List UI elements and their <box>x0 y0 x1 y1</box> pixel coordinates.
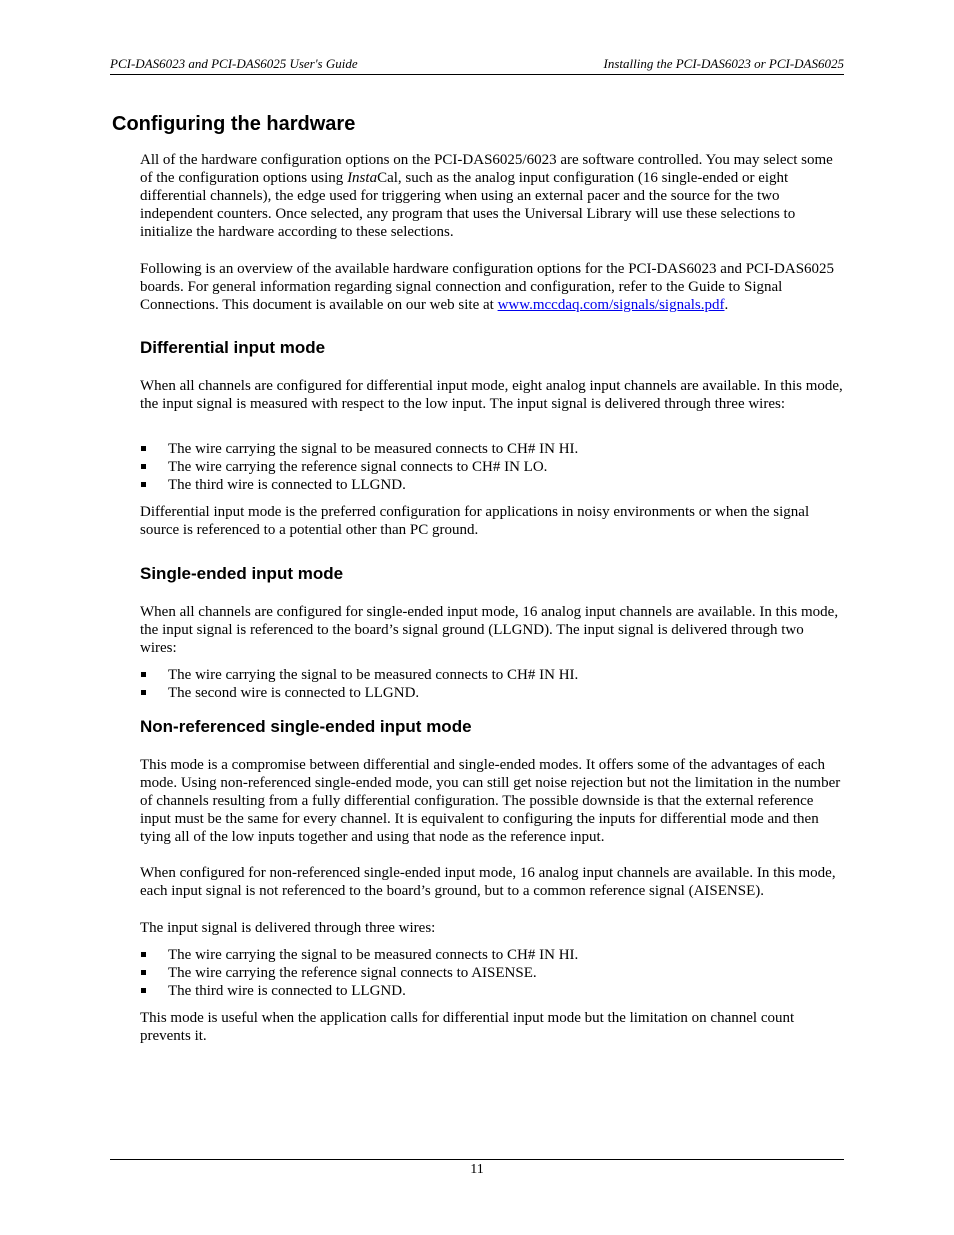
list-item <box>140 440 844 458</box>
list-item <box>140 964 844 982</box>
nrse-bullet-list <box>140 946 844 1000</box>
nrse-paragraph-3: The input signal is delivered through three wires: <box>140 920 436 936</box>
page-number: 11 <box>470 1162 484 1177</box>
intro-p1-text-a: All of the hardware configuration options on the PCI-DAS6025/6023 are software controlled. You may select some of the configuration options using <box>140 152 833 186</box>
list-item <box>140 666 844 684</box>
single-ended-paragraph-1: When all channels are configured for single-ended input mode, 16 analog input channels are available. In this mode, the input signal is referenced to the board’s signal ground (LLGND). The input signal is delivered through two wires: <box>140 604 839 656</box>
list-item <box>140 684 844 702</box>
list-item-text: The wire carrying the signal to be measured connects to CH# IN HI. <box>168 441 579 457</box>
bullet-square-icon <box>141 952 146 957</box>
page-footer <box>110 1159 844 1178</box>
list-item <box>140 476 844 494</box>
bullet-square-icon <box>141 464 146 469</box>
differential-bullet-list <box>140 440 844 494</box>
list-item-text: The third wire is connected to LLGND. <box>168 983 406 999</box>
bullet-square-icon <box>141 970 146 975</box>
list-item-text: The second wire is connected to LLGND. <box>168 685 420 701</box>
list-item <box>140 982 844 1000</box>
bullet-square-icon <box>141 446 146 451</box>
list-item-text: The wire carrying the reference signal connects to CH# IN LO. <box>168 459 548 475</box>
header-chapter-title: Installing the PCI-DAS6023 or PCI-DAS6025 <box>603 56 844 71</box>
bullet-square-icon <box>141 690 146 695</box>
list-item-text: The wire carrying the reference signal connects to AISENSE. <box>168 965 537 981</box>
intro-p2-text-a: Following is an overview of the available hardware configuration options for the PCI-DAS6023 and PCI-DAS6025 boards. For general information regarding signal connection and configuration, refer to the Guide to Signal Connections. This document is available on our web site at <box>140 261 835 313</box>
intro-paragraph-1 <box>140 151 844 241</box>
page-title: Configuring the hardware <box>112 113 356 135</box>
differential-paragraph-2: Differential input mode is the preferred configuration for applications in noisy environments or when the signal source is referenced to a potential other than PC ground. <box>140 504 810 538</box>
single-ended-bullet-list <box>140 666 844 702</box>
list-item-text: The wire carrying the signal to be measured connects to CH# IN HI. <box>168 947 579 963</box>
differential-heading: Differential input mode <box>140 338 326 357</box>
bullet-square-icon <box>141 988 146 993</box>
bullet-square-icon <box>141 672 146 677</box>
list-item-text: The third wire is connected to LLGND. <box>168 477 406 493</box>
nrse-paragraph-4: This mode is useful when the application calls for differential input mode but the limitation on channel count prevents it. <box>140 1010 795 1044</box>
list-item-text: The wire carrying the signal to be measured connects to CH# IN HI. <box>168 667 579 683</box>
intro-p1-text-b: Cal, such as the analog input configuration (16 single-ended or eight differential channels), the edge used for triggering when using an external pacer and the source for the two independent counters. Once selected, any program that uses the Universal Library will use these selections to initialize the hardware according to these selections. <box>140 170 796 240</box>
header-document-title: PCI-DAS6023 and PCI-DAS6025 User's Guide <box>110 56 358 71</box>
nrse-heading: Non-referenced single-ended input mode <box>140 717 472 736</box>
intro-paragraph-2 <box>140 260 844 314</box>
list-item <box>140 458 844 476</box>
single-ended-heading: Single-ended input mode <box>140 564 344 583</box>
signals-pdf-link[interactable]: www.mccdaq.com/signals/signals.pdf <box>497 297 725 313</box>
page-header <box>110 55 844 75</box>
nrse-paragraph-2: When configured for non-referenced single-ended input mode, 16 analog input channels are available. In this mode, each input signal is not referenced to the board’s ground, but to a common reference signal (AISENSE). <box>140 865 836 899</box>
intro-p2-text-b: . <box>724 297 729 313</box>
differential-paragraph-1: When all channels are configured for differential input mode, eight analog input channels are available. In this mode, the input signal is measured with respect to the low input. The input signal is delivered through three wires: <box>140 378 843 412</box>
instacal-italic: Insta <box>347 170 378 186</box>
list-item <box>140 946 844 964</box>
bullet-square-icon <box>141 482 146 487</box>
nrse-paragraph-1: This mode is a compromise between differential and single-ended modes. It offers some of the advantages of each mode. Using non-referenced single-ended mode, you can still get noise rejection but not the limitation in the number of channels resulting from a fully differential configuration. The possible downside is that the external reference input must be the same for every channel. It is equivalent to configuring the inputs for differential mode and then tying all of the low inputs together and using that node as the reference input. <box>140 757 841 845</box>
